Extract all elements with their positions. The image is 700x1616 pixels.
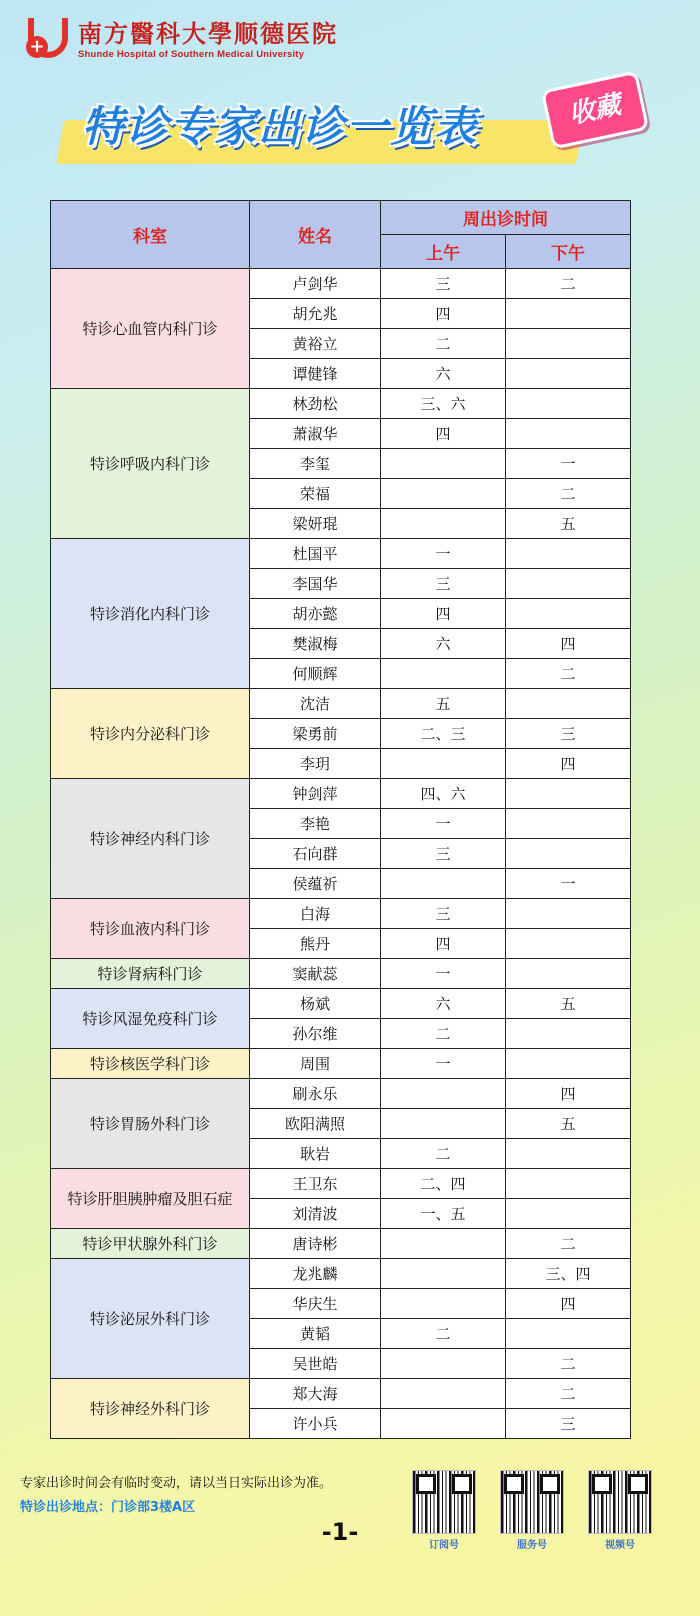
- afternoon-cell: [506, 959, 631, 989]
- header-afternoon: 下午: [506, 235, 631, 269]
- morning-cell: 二: [381, 1319, 506, 1349]
- table-row: [51, 389, 631, 419]
- doctor-name-cell: 华庆生: [250, 1289, 381, 1319]
- morning-cell: [381, 659, 506, 689]
- morning-cell: [381, 1229, 506, 1259]
- doctor-name-cell: 钟剑萍: [250, 779, 381, 809]
- table-row: [51, 1229, 631, 1259]
- morning-cell: 六: [381, 359, 506, 389]
- afternoon-cell: [506, 899, 631, 929]
- department-cell: 特诊消化内科门诊: [51, 539, 250, 689]
- doctor-name-cell: 唐诗彬: [250, 1229, 381, 1259]
- doctor-name-cell: 樊淑梅: [250, 629, 381, 659]
- doctor-name-cell: 李国华: [250, 569, 381, 599]
- afternoon-cell: 二: [506, 1349, 631, 1379]
- afternoon-cell: [506, 809, 631, 839]
- afternoon-cell: 四: [506, 1079, 631, 1109]
- qr-label: 视频号: [605, 1540, 635, 1551]
- doctor-name-cell: 吴世皓: [250, 1349, 381, 1379]
- department-cell: 特诊呼吸内科门诊: [51, 389, 250, 539]
- department-cell: 特诊甲状腺外科门诊: [51, 1229, 250, 1259]
- doctor-name-cell: 黄韬: [250, 1319, 381, 1349]
- page-title: 特诊专家出诊一览表: [82, 102, 479, 151]
- morning-cell: 六: [381, 629, 506, 659]
- bookmark-badge: 收藏: [541, 70, 649, 149]
- doctor-name-cell: 谭健锋: [250, 359, 381, 389]
- department-cell: 特诊神经内科门诊: [51, 779, 250, 899]
- page-number: -1-: [321, 1518, 359, 1546]
- schedule-table: [50, 200, 631, 1439]
- hospital-logo: [26, 18, 338, 62]
- afternoon-cell: [506, 1169, 631, 1199]
- morning-cell: 二、四: [381, 1169, 506, 1199]
- doctor-name-cell: 梁妍琨: [250, 509, 381, 539]
- doctor-name-cell: 熊丹: [250, 929, 381, 959]
- afternoon-cell: 二: [506, 1229, 631, 1259]
- morning-cell: [381, 1409, 506, 1439]
- doctor-name-cell: 窦献蕊: [250, 959, 381, 989]
- doctor-name-cell: 孙尔维: [250, 1019, 381, 1049]
- qr-label: 服务号: [517, 1540, 547, 1551]
- afternoon-cell: [506, 689, 631, 719]
- afternoon-cell: 五: [506, 989, 631, 1019]
- afternoon-cell: [506, 419, 631, 449]
- morning-cell: 一: [381, 959, 506, 989]
- department-cell: 特诊风湿免疫科门诊: [51, 989, 250, 1049]
- hospital-name-en: Shunde Hospital of Southern Medical University: [78, 48, 305, 60]
- afternoon-cell: 二: [506, 269, 631, 299]
- table-row: [51, 1379, 631, 1409]
- doctor-name-cell: 刘清波: [250, 1199, 381, 1229]
- table-row: [51, 1169, 631, 1199]
- afternoon-cell: [506, 569, 631, 599]
- morning-cell: [381, 449, 506, 479]
- table-row: [51, 539, 631, 569]
- department-cell: 特诊心血管内科门诊: [51, 269, 250, 389]
- afternoon-cell: 一: [506, 869, 631, 899]
- morning-cell: 三: [381, 839, 506, 869]
- afternoon-cell: 二: [506, 1379, 631, 1409]
- morning-cell: 四: [381, 299, 506, 329]
- doctor-name-cell: 何顺辉: [250, 659, 381, 689]
- morning-cell: [381, 1109, 506, 1139]
- morning-cell: 三: [381, 899, 506, 929]
- doctor-name-cell: 荣福: [250, 479, 381, 509]
- morning-cell: 三: [381, 269, 506, 299]
- doctor-name-cell: 杨斌: [250, 989, 381, 1019]
- afternoon-cell: [506, 359, 631, 389]
- morning-cell: 四: [381, 929, 506, 959]
- doctor-name-cell: 杜国平: [250, 539, 381, 569]
- doctor-name-cell: 梁勇前: [250, 719, 381, 749]
- table-row: [51, 989, 631, 1019]
- morning-cell: 二: [381, 329, 506, 359]
- morning-cell: 四: [381, 419, 506, 449]
- table-row: [51, 269, 631, 299]
- department-cell: 特诊神经外科门诊: [51, 1379, 250, 1439]
- table-row: [51, 1079, 631, 1109]
- morning-cell: [381, 749, 506, 779]
- doctor-name-cell: 胡允兆: [250, 299, 381, 329]
- department-cell: 特诊血液内科门诊: [51, 899, 250, 959]
- afternoon-cell: [506, 839, 631, 869]
- doctor-name-cell: 卢剑华: [250, 269, 381, 299]
- doctor-name-cell: 王卫东: [250, 1169, 381, 1199]
- morning-cell: 三、六: [381, 389, 506, 419]
- doctor-name-cell: 黄裕立: [250, 329, 381, 359]
- morning-cell: [381, 1349, 506, 1379]
- morning-cell: [381, 479, 506, 509]
- department-cell: 特诊内分泌科门诊: [51, 689, 250, 779]
- afternoon-cell: 三: [506, 1409, 631, 1439]
- doctor-name-cell: 李玥: [250, 749, 381, 779]
- afternoon-cell: 三、四: [506, 1259, 631, 1289]
- afternoon-cell: [506, 1139, 631, 1169]
- morning-cell: 二、三: [381, 719, 506, 749]
- morning-cell: 二: [381, 1139, 506, 1169]
- qr-service[interactable]: [500, 1470, 564, 1551]
- morning-cell: 四、六: [381, 779, 506, 809]
- header-weekly-time: 周出诊时间: [381, 201, 631, 235]
- doctor-name-cell: 李艳: [250, 809, 381, 839]
- morning-cell: [381, 1079, 506, 1109]
- afternoon-cell: 一: [506, 449, 631, 479]
- doctor-name-cell: 许小兵: [250, 1409, 381, 1439]
- morning-cell: 五: [381, 689, 506, 719]
- doctor-name-cell: 欧阳满照: [250, 1109, 381, 1139]
- morning-cell: 一、五: [381, 1199, 506, 1229]
- morning-cell: 六: [381, 989, 506, 1019]
- morning-cell: [381, 1289, 506, 1319]
- morning-cell: [381, 1259, 506, 1289]
- doctor-name-cell: 龙兆麟: [250, 1259, 381, 1289]
- table-row: [51, 779, 631, 809]
- qr-subscription[interactable]: [412, 1470, 476, 1551]
- doctor-name-cell: 郑大海: [250, 1379, 381, 1409]
- afternoon-cell: 四: [506, 629, 631, 659]
- afternoon-cell: 二: [506, 659, 631, 689]
- department-cell: 特诊肾病科门诊: [51, 959, 250, 989]
- afternoon-cell: 四: [506, 749, 631, 779]
- schedule-body: [51, 269, 631, 1439]
- schedule-change-note: 专家出诊时间会有临时变动，请以当日实际出诊为准。: [20, 1476, 333, 1491]
- doctor-name-cell: 侯蕴祈: [250, 869, 381, 899]
- afternoon-cell: [506, 329, 631, 359]
- clinic-location: 特诊出诊地点：门诊部3楼A区: [20, 1500, 196, 1515]
- afternoon-cell: 五: [506, 1109, 631, 1139]
- afternoon-cell: [506, 1199, 631, 1229]
- header-morning: 上午: [381, 235, 506, 269]
- doctor-name-cell: 石向群: [250, 839, 381, 869]
- afternoon-cell: [506, 299, 631, 329]
- afternoon-cell: [506, 1019, 631, 1049]
- afternoon-cell: [506, 1319, 631, 1349]
- doctor-name-cell: 林劲松: [250, 389, 381, 419]
- afternoon-cell: [506, 389, 631, 419]
- morning-cell: 一: [381, 1049, 506, 1079]
- morning-cell: [381, 1379, 506, 1409]
- hospital-emblem-icon: +: [26, 18, 72, 62]
- table-row: [51, 1259, 631, 1289]
- header-department: 科室: [51, 201, 250, 269]
- morning-cell: 四: [381, 599, 506, 629]
- afternoon-cell: [506, 929, 631, 959]
- qr-code-icon: [588, 1470, 652, 1534]
- table-row: [51, 959, 631, 989]
- afternoon-cell: 五: [506, 509, 631, 539]
- doctor-name-cell: 白海: [250, 899, 381, 929]
- department-cell: 特诊核医学科门诊: [51, 1049, 250, 1079]
- afternoon-cell: [506, 539, 631, 569]
- morning-cell: [381, 509, 506, 539]
- qr-label: 订阅号: [429, 1540, 459, 1551]
- qr-code-icon: [412, 1470, 476, 1534]
- morning-cell: 二: [381, 1019, 506, 1049]
- afternoon-cell: 四: [506, 1289, 631, 1319]
- morning-cell: 一: [381, 539, 506, 569]
- table-row: [51, 899, 631, 929]
- doctor-name-cell: 沈洁: [250, 689, 381, 719]
- doctor-name-cell: 李玺: [250, 449, 381, 479]
- department-cell: 特诊泌尿外科门诊: [51, 1259, 250, 1379]
- morning-cell: 一: [381, 809, 506, 839]
- doctor-name-cell: 萧淑华: [250, 419, 381, 449]
- doctor-name-cell: 周围: [250, 1049, 381, 1079]
- qr-code-icon: [500, 1470, 564, 1534]
- doctor-name-cell: 耿岩: [250, 1139, 381, 1169]
- table-row: [51, 689, 631, 719]
- qr-video[interactable]: [588, 1470, 652, 1551]
- morning-cell: [381, 869, 506, 899]
- afternoon-cell: 三: [506, 719, 631, 749]
- afternoon-cell: [506, 779, 631, 809]
- afternoon-cell: [506, 599, 631, 629]
- department-cell: 特诊胃肠外科门诊: [51, 1079, 250, 1169]
- hospital-name-cn: 南方醫科大學顺德医院: [78, 18, 338, 48]
- morning-cell: 三: [381, 569, 506, 599]
- doctor-name-cell: 胡亦懿: [250, 599, 381, 629]
- afternoon-cell: 二: [506, 479, 631, 509]
- department-cell: 特诊肝胆胰肿瘤及胆石症: [51, 1169, 250, 1229]
- header-name: 姓名: [250, 201, 381, 269]
- doctor-name-cell: 刷永乐: [250, 1079, 381, 1109]
- afternoon-cell: [506, 1049, 631, 1079]
- table-row: [51, 1049, 631, 1079]
